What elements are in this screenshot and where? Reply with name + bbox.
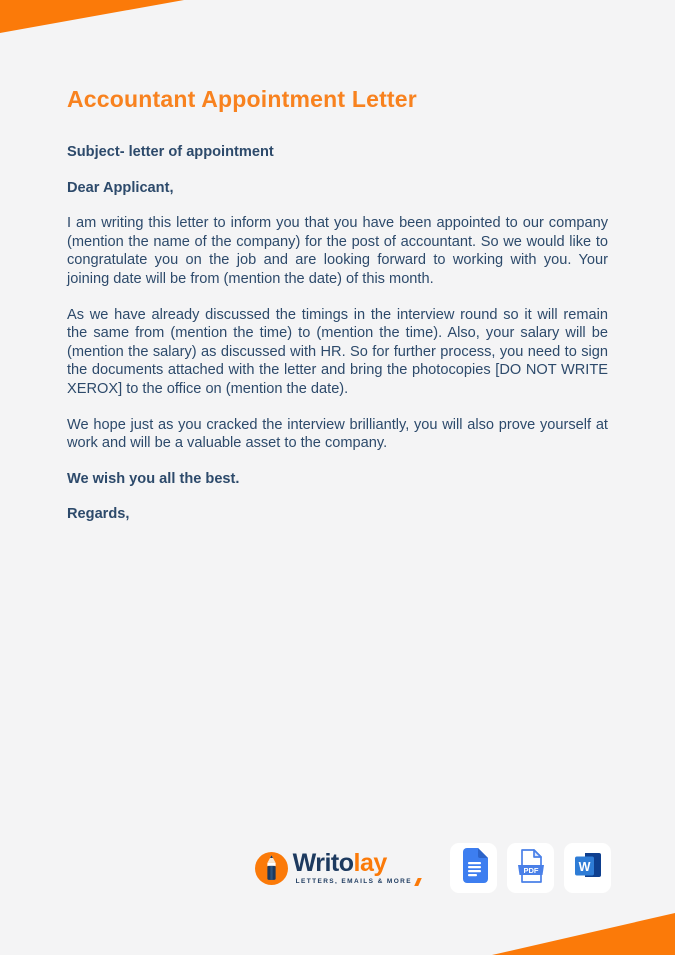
letter-paragraph: We hope just as you cracked the interview brilliantly, you will also prove yourself at work and will be a valuable asset to the company. — [67, 416, 608, 452]
letter-paragraph: As we have already discussed the timings in the interview round so it will remain the same from (mention the time) to (mention the time). Also, your salary will be (mention the salary) as discussed with HR. So for further process, you need to sign the documents attached with the letter and bring the photocopies [DO NOT WRITE XEROX] to the office on (mention the date). — [67, 306, 608, 397]
logo-tagline: LETTERS, EMAILS & MORE — [295, 878, 412, 885]
logo-text — [292, 848, 420, 886]
bottom-right-corner-decoration — [492, 913, 675, 955]
writolay-logo[interactable] — [255, 848, 420, 886]
google-docs-download-button[interactable] — [450, 843, 497, 893]
brand-wordmark: Writolay — [292, 848, 387, 877]
wish-line: We wish you all the best. — [67, 470, 240, 487]
document-format-icons — [450, 843, 611, 893]
word-download-button[interactable] — [564, 843, 611, 893]
google-docs-icon — [460, 848, 488, 889]
pencil-icon — [255, 852, 288, 885]
pdf-icon — [515, 848, 547, 889]
signoff-line: Regards, — [67, 506, 130, 523]
word-icon — [572, 850, 604, 887]
subject-line: Subject- letter of appointment — [67, 144, 274, 160]
svg-text:W: W — [578, 859, 590, 874]
salutation: Dear Applicant, — [67, 179, 174, 196]
footer — [255, 843, 611, 893]
page-title: Accountant Appointment Letter — [67, 86, 417, 112]
pdf-download-button[interactable] — [507, 843, 554, 893]
svg-text:PDF: PDF — [523, 865, 538, 875]
letter-content — [67, 0, 608, 524]
tagline-pencil-stroke-icon — [414, 878, 422, 886]
letter-paragraph: I am writing this letter to inform you that you have been appointed to our company (mention the name of the company) for the post of accountant. So we would like to congratulate you on the job and are looking forward to working with you. Your joining date will be from (mention the date) of this month. — [67, 215, 608, 287]
